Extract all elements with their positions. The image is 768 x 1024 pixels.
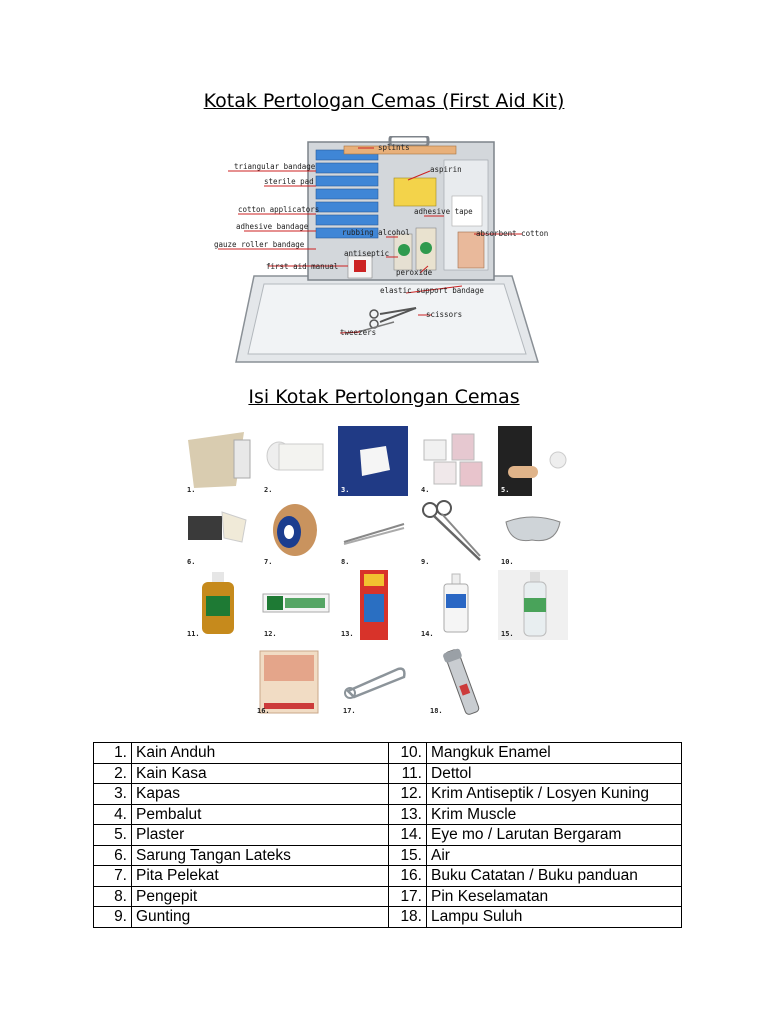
table-row — [94, 825, 682, 846]
item-label: Eye mo / Larutan Bergaram — [427, 825, 682, 846]
thumb-number: 9. — [421, 558, 430, 566]
thumb-plaster — [498, 426, 568, 496]
label-first-aid-manual: first aid manual — [266, 262, 339, 271]
thumb-number: 6. — [187, 558, 196, 566]
label-sterile-pad: sterile pad — [264, 177, 314, 186]
label-adhesive-tape: adhesive tape — [414, 207, 473, 216]
item-label: Gunting — [132, 907, 389, 928]
thumb-number: 10. — [501, 558, 514, 566]
thumb-number: 3. — [341, 486, 350, 494]
thumb-number: 8. — [341, 558, 350, 566]
thumb-gauze — [261, 426, 331, 496]
thumb-cotton — [338, 426, 408, 496]
item-number: 6. — [94, 845, 132, 866]
thumb-water-bottle — [498, 570, 568, 640]
item-number: 15. — [389, 845, 427, 866]
item-number: 16. — [389, 866, 427, 887]
table-row — [94, 866, 682, 887]
label-splints: splints — [378, 143, 410, 152]
item-number: 5. — [94, 825, 132, 846]
item-number: 8. — [94, 886, 132, 907]
thumb-enamel-bowl — [498, 498, 568, 568]
item-number: 3. — [94, 784, 132, 805]
table-row — [94, 784, 682, 805]
label-triangular-bandage: triangular bandage — [234, 162, 316, 171]
item-number: 18. — [389, 907, 427, 928]
item-label: Dettol — [427, 763, 682, 784]
thumb-muscle-cream — [338, 570, 408, 640]
thumb-tweezers — [338, 498, 408, 568]
item-number: 14. — [389, 825, 427, 846]
table-row — [94, 743, 682, 764]
label-rubbing-alcohol: rubbing alcohol — [342, 228, 410, 237]
item-label: Kapas — [132, 784, 389, 805]
thumb-adhesive-tape — [261, 498, 331, 568]
thumb-triangular-bandage — [184, 426, 254, 496]
item-label: Plaster — [132, 825, 389, 846]
table-row — [94, 804, 682, 825]
label-aspirin: aspirin — [430, 165, 462, 174]
item-label: Sarung Tangan Lateks — [132, 845, 389, 866]
label-tweezers: tweezers — [340, 328, 377, 337]
label-adhesive-bandage: adhesive bandage — [236, 222, 309, 231]
thumb-number: 12. — [264, 630, 277, 638]
section-title: Isi Kotak Pertolongan Cemas — [248, 386, 520, 408]
item-number: 2. — [94, 763, 132, 784]
item-number: 12. — [389, 784, 427, 805]
item-label: Krim Muscle — [427, 804, 682, 825]
table-row — [94, 907, 682, 928]
item-number: 17. — [389, 886, 427, 907]
thumb-antiseptic-cream — [261, 570, 331, 640]
item-number: 13. — [389, 804, 427, 825]
item-label: Pita Pelekat — [132, 866, 389, 887]
thumb-number: 17. — [343, 707, 356, 715]
thumb-eye-drops — [418, 570, 488, 640]
thumb-number: 11. — [187, 630, 200, 638]
item-label: Buku Catatan / Buku panduan — [427, 866, 682, 887]
thumb-number: 5. — [501, 486, 510, 494]
items-table — [93, 742, 682, 928]
thumb-number: 14. — [421, 630, 434, 638]
item-label: Pin Keselamatan — [427, 886, 682, 907]
thumb-flashlight — [427, 647, 497, 717]
label-elastic-support-bandage: elastic support bandage — [380, 286, 484, 295]
item-number: 1. — [94, 743, 132, 764]
item-label: Kain Kasa — [132, 763, 389, 784]
table-row — [94, 845, 682, 866]
label-scissors: scissors — [426, 310, 463, 319]
thumb-number: 15. — [501, 630, 514, 638]
thumb-number: 13. — [341, 630, 354, 638]
thumb-number: 4. — [421, 486, 430, 494]
label-cotton-applicators: cotton applicators — [238, 205, 320, 214]
item-number: 7. — [94, 866, 132, 887]
label-peroxide: peroxide — [396, 268, 433, 277]
item-label: Pengepit — [132, 886, 389, 907]
table-row — [94, 763, 682, 784]
item-label: Pembalut — [132, 804, 389, 825]
first-aid-kit-illustration — [208, 136, 558, 364]
thumb-safety-pin — [340, 647, 410, 717]
thumb-latex-gloves — [184, 498, 254, 568]
item-label: Mangkuk Enamel — [427, 743, 682, 764]
label-gauze-roller-bandage: gauze roller bandage — [214, 240, 305, 249]
item-label: Kain Anduh — [132, 743, 389, 764]
item-number: 9. — [94, 907, 132, 928]
label-absorbent-cotton: absorbent cotton — [476, 229, 549, 238]
item-label: Krim Antiseptik / Losyen Kuning — [427, 784, 682, 805]
label-antiseptic: antiseptic — [344, 249, 390, 258]
table-row — [94, 886, 682, 907]
page-title: Kotak Pertologan Cemas (First Aid Kit) — [203, 90, 565, 112]
thumb-bandage-rolls — [418, 426, 488, 496]
item-number: 4. — [94, 804, 132, 825]
thumb-scissors — [418, 498, 488, 568]
thumb-number: 18. — [430, 707, 443, 715]
thumb-notebook — [254, 647, 324, 717]
thumb-number: 2. — [264, 486, 273, 494]
item-number: 10. — [389, 743, 427, 764]
thumb-dettol — [184, 570, 254, 640]
thumb-number: 16. — [257, 707, 270, 715]
thumb-number: 1. — [187, 486, 196, 494]
item-number: 11. — [389, 763, 427, 784]
item-label: Air — [427, 845, 682, 866]
thumb-number: 7. — [264, 558, 273, 566]
item-label: Lampu Suluh — [427, 907, 682, 928]
